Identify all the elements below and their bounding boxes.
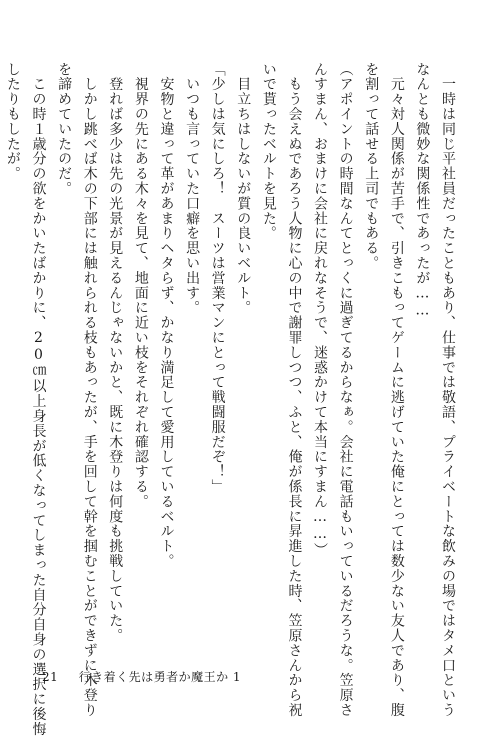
text-line: 目立ちはしないが質の良いベルト。 [235,62,252,316]
text-line: いつも言っていた口癖を思い出す。 [184,62,201,316]
running-title: 行き着く先は勇者か魔王か 1 [78,670,242,684]
page-number: 21 [42,670,59,684]
text-line: したりもしたが。 [4,62,21,182]
text-line: 元々対人関係が苦手で、引きこもってゲームに逃げていた俺にとっては数少ない友人であり、腹 [388,62,405,718]
text-line: 登れば多少は先の光景が見えるんじゃないかと、既に木登りは何度も挑戦していた。 [107,62,124,644]
text-line: この時１歳分の欲をかいたばかりに、20㎝以上身長が低くなってしまった自分自身の選択に後悔 [30,62,47,737]
text-line: （アポイントの時間なんてとっくに過ぎてるからなぁ。会社に電話もいっているだろうな。笠原さ [337,62,354,718]
text-line: もう会えぬであろう人物に心の中で謝罪しつつ、ふと、俺が係長に昇進した時、笠原さんから祝 [286,62,303,718]
text-line: なんとも微妙な関係性であったが…… [414,62,431,320]
text-line: んすまん、おまけに会社に戻れなそうで、迷惑かけて本当にすまん……） [312,62,329,558]
text-line: いで貰ったベルトを見た。 [260,62,277,241]
text-line: 「少しは気にしろ！ スーツは営業マンにとって戦闘服だぞ！」 [209,62,226,495]
text-line: を割って話せる上司でもある。 [363,62,380,271]
text-line: 安物と違って革があまりヘタらず、かなり満足して愛用しているベルト。 [158,62,175,569]
page-footer [42,668,241,685]
text-line: 視界の先にある木々を見て、地面に近い枝をそれぞれ確認する。 [132,62,149,509]
text-line: しかし跳べば木の下部には触れられる枝もあったが、手を回して幹を掴むことができずに木登り [81,62,98,718]
text-line: 一時は同じ平社員だったこともあり、仕事では敬語、プライベートな飲みの場ではタメ口という [440,62,456,718]
text-line: を諦めていたのだ。 [56,62,73,197]
